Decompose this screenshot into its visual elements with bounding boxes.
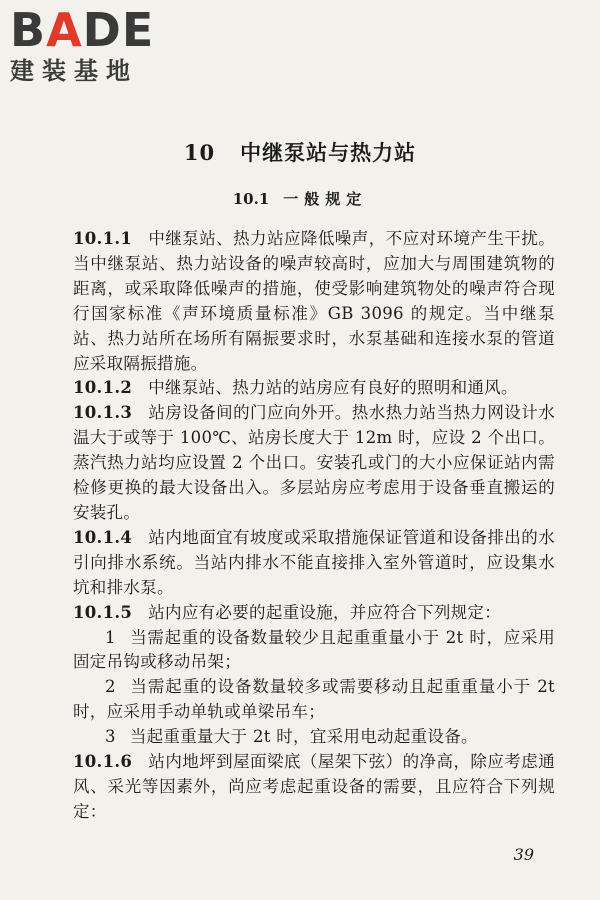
list-item [73,675,555,725]
clause-text: 站房设备间的门应向外开。热水热力站当热力网设计水温大于或等于 100℃、站房长度大于 12m 时，应设 2 个出口。蒸汽热力站均应设置 2 个出口。安装孔或门的大小应保证站内需检修更换的最大设备出入。多层站房应考虑用于设备垂直搬运的安装孔。 [73,403,555,522]
list-item [73,725,555,750]
chapter-number: 10 [183,140,216,165]
clause-text: 中继泵站、热力站的站房应有良好的照明和通风。 [148,378,518,398]
clause-10-1-5 [73,601,555,626]
clause-10-1-3 [73,401,555,526]
chapter-name: 中继泵站与热力站 [240,140,417,165]
page-number: 39 [513,845,534,864]
clause-number: 10.1.3 [73,403,133,423]
item-number: 2 [105,677,116,697]
clause-text: 站内地坪到屋面梁底（屋架下弦）的净高，除应考虑通风、采光等因素外，尚应考虑起重设备的需要，且应符合下列规定： [73,752,555,821]
clause-text: 站内应有必要的起重设施，并应符合下列规定： [148,602,502,622]
clause-number: 10.1.6 [73,752,133,772]
section-number: 10.1 [232,190,270,208]
clause-number: 10.1.2 [73,378,133,398]
clause-number: 10.1.1 [73,229,133,248]
item-text: 当需起重的设备数量较少且起重重量小于 2t 时，应采用固定吊钩或移动吊架； [73,627,555,672]
clause-text: 中继泵站、热力站应降低噪声，不应对环境产生干扰。当中继泵站、热力站设备的噪声较高时，应加大与周围建筑物的距离，或采取降低噪声的措施，使受影响建筑物处的噪声符合现行国家标准《声环境质量标准》GB 3096 的规定。当中继泵站、热力站所在场所有隔振要求时，水泵基础和连接水泵的管道应采取隔振措施。 [73,229,555,373]
clause-10-1-4 [73,526,555,601]
bade-logo [10,3,180,86]
logo-wordmark: BADE [10,3,155,57]
clause-10-1-1 [73,227,555,376]
section-title [0,188,600,209]
item-text: 当起重重量大于 2t 时，宜采用电动起重设备。 [129,727,478,747]
list-item [73,626,555,676]
clauses-body [73,227,555,825]
clause-10-1-2 [73,376,555,401]
clause-number: 10.1.4 [73,527,133,547]
section-name: 一般规定 [283,190,368,208]
item-number: 1 [105,627,116,647]
clause-number: 10.1.5 [73,602,133,622]
chapter-title [0,137,600,167]
logo-subtitle: 建装基地 [10,57,138,85]
clause-10-1-6 [73,750,555,825]
clause-text: 站内地面宜有坡度或采取措施保证管道和设备排出的水引向排水系统。当站内排水不能直接排入室外管道时，应设集水坑和排水泵。 [73,527,555,597]
item-text: 当需起重的设备数量较多或需要移动且起重重量小于 2t 时，应采用手动单轨或单梁吊车； [73,677,555,722]
item-number: 3 [105,727,116,747]
